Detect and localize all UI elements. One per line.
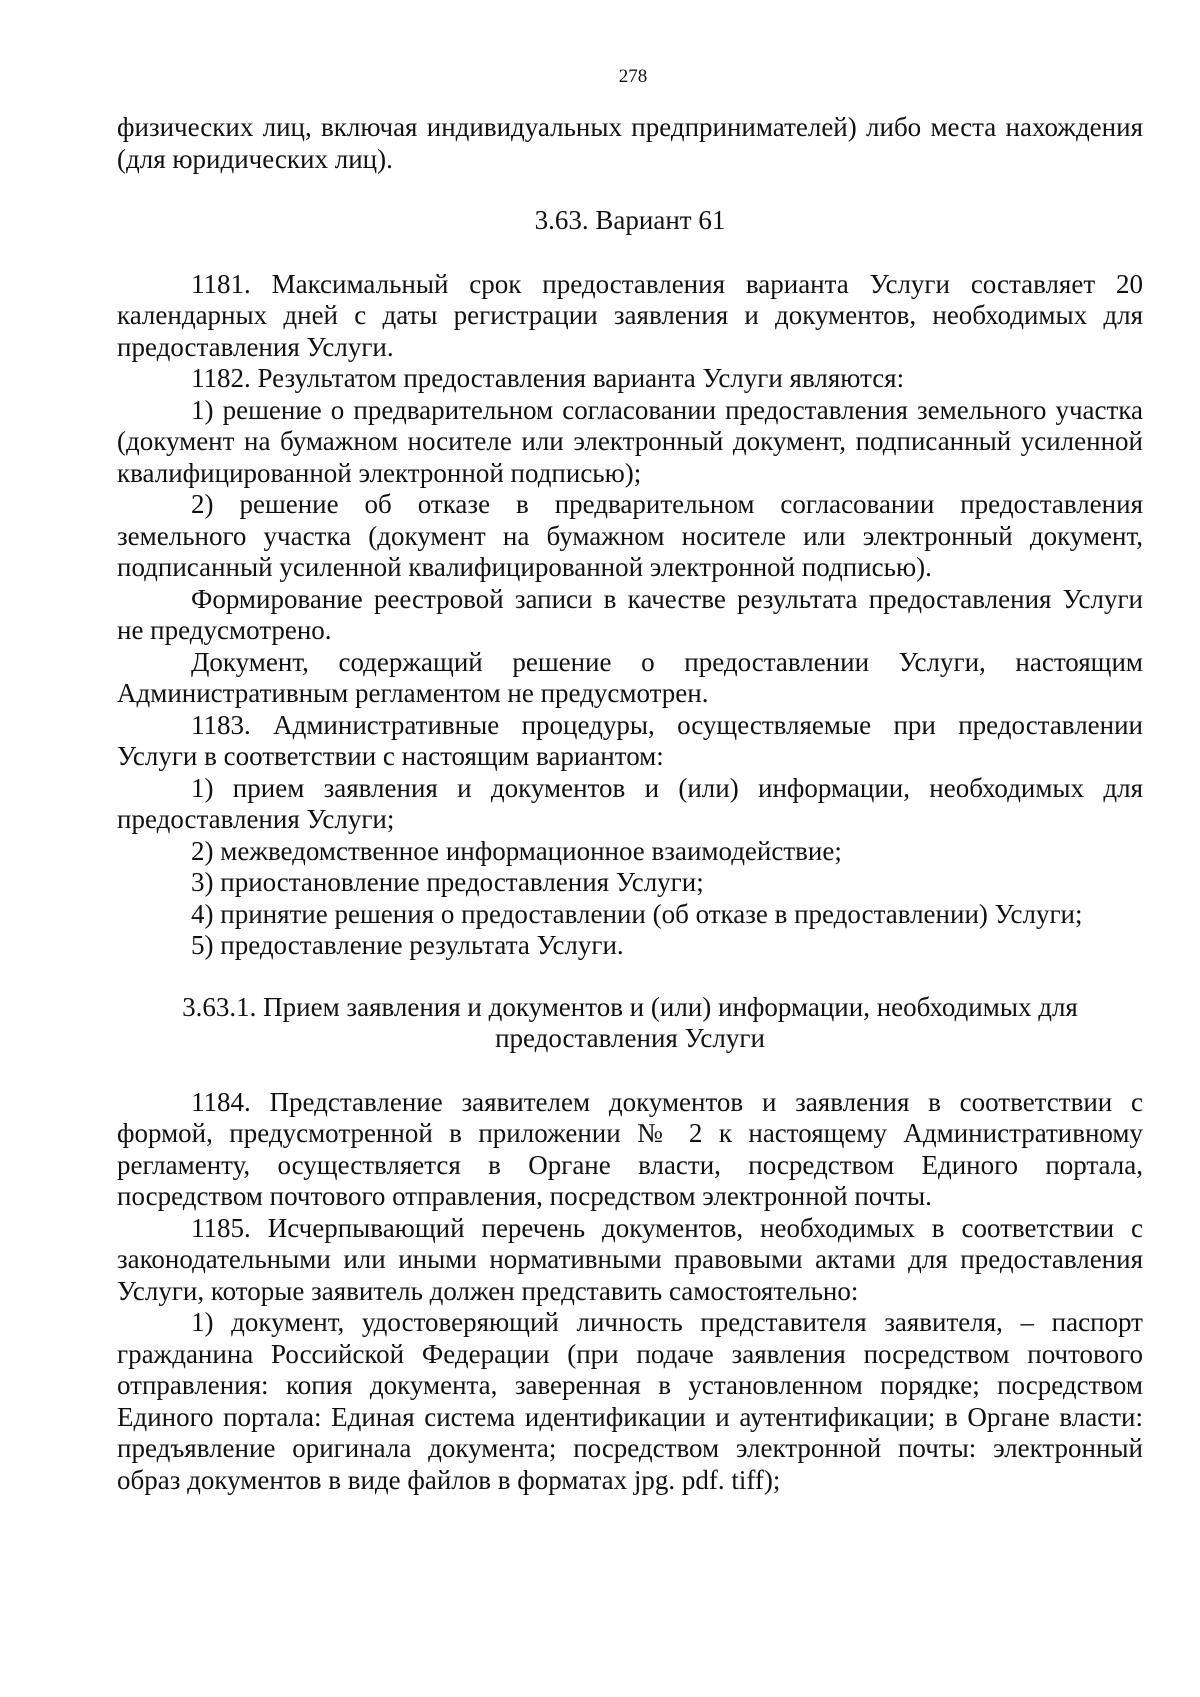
paragraph: 5) предоставление результата Услуги. bbox=[191, 930, 624, 960]
paragraph: 3) приостановление предоставления Услуги; bbox=[191, 867, 704, 897]
paragraph: 1185. Исчерпывающий перечень документов, необходимых в соответствии с законодательными или иными нормативными правовыми актами для предоставления Услуги, которые заявитель должен представить самостоятельно: bbox=[117, 1212, 1143, 1306]
paragraph: 1183. Административные процедуры, осуществляемые при предоставлении Услуги в соответствии с настоящим вариантом: bbox=[117, 709, 1143, 771]
paragraph: Формирование реестровой записи в качестве результата предоставления Услуги не предусмотрено. bbox=[117, 583, 1143, 645]
paragraph: 2) межведомственное информационное взаимодействие; bbox=[191, 835, 842, 866]
paragraph: 1182. Результатом предоставления варианта Услуги являются: bbox=[191, 363, 905, 393]
paragraph: 1) прием заявления и документов и (или) информации, необходимых для предоставления Услуги; bbox=[117, 772, 1143, 834]
paragraph: 2) решение об отказе в предварительном согласовании предоставления земельного участка (документ на бумажном носителе или электронный документ, подписанный усиленной квалифицированной электронной подписью). bbox=[117, 489, 1143, 582]
page-number: 278 bbox=[618, 66, 648, 87]
section-heading: 3.63.1. Прием заявления и документов и (или) информации, необходимых для предоставления Услуги bbox=[182, 991, 1078, 1053]
paragraph: Документ, содержащий решение о предоставлении Услуги, настоящим Административным регламентом не предусмотрен. bbox=[117, 646, 1143, 708]
paragraph: 1) решение о предварительном согласовании предоставления земельного участка (документ на бумажном носителе или электронный документ, подписанный усиленной квалифицированной электронной подписью); bbox=[117, 394, 1143, 488]
paragraph: 4) принятие решения о предоставлении (об отказе в предоставлении) Услуги; bbox=[191, 898, 1083, 929]
paragraph: 1184. Представление заявителем документов и заявления в соответствии с формой, предусмотренной в приложении № 2 к настоящему Административному регламенту, осуществляется в Органе власти, посредством Единого портала, посредством почтового отправления, посредством электронной почты. bbox=[117, 1086, 1143, 1211]
section-heading: 3.63. Вариант 61 bbox=[534, 205, 726, 235]
paragraph: 1181. Максимальный срок предоставления варианта Услуги составляет 20 календарных дней с даты регистрации заявления и документов, необходимых для предоставления Услуги. bbox=[117, 268, 1143, 362]
paragraph: 1) документ, удостоверяющий личность представителя заявителя, – паспорт гражданина Российской Федерации (при подаче заявления посредством почтового отправления: копия документа, заверенная в установленном порядке; посредством Единого портала: Единая система идентификации и аутентификации; в Органе власти: предъявление оригинала документа; посредством электронной почты: электронный образ документов в виде файлов в форматах jpg. pdf. tiff); bbox=[117, 1307, 1143, 1495]
document-body bbox=[117, 112, 1143, 1496]
paragraph: физических лиц, включая индивидуальных предпринимателей) либо места нахождения (для юридических лиц). bbox=[117, 112, 1143, 174]
